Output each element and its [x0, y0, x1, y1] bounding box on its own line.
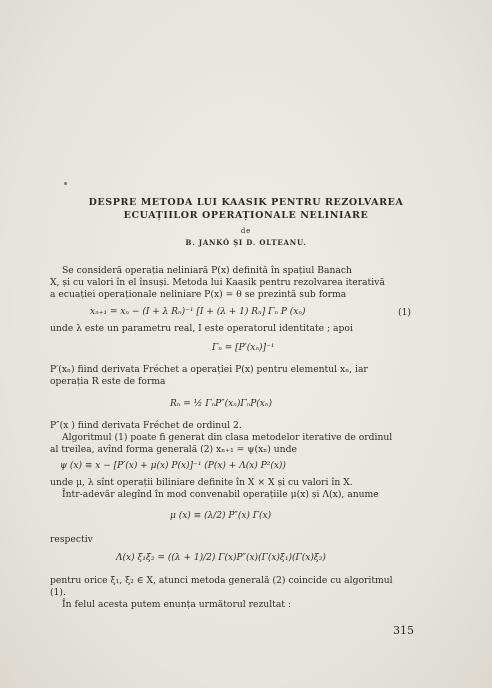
- authors: B. JANKÓ ȘI D. OLTEANU.: [185, 238, 307, 247]
- paragraph-5-line-1: Algoritmul (1) poate fi generat din clasa metodelor iterative de ordinul: [62, 432, 393, 443]
- paragraph-2-line-1: unde λ este un parametru real, I este operatorul identitate ; apoi: [50, 323, 353, 334]
- paragraph-9-line-1: În felul acesta putem enunța următorul rezultat :: [62, 599, 292, 610]
- paragraph-7-line-1: Într-adevăr alegînd în mod convenabil operațiile μ(x) și Λ(x), anume: [62, 489, 379, 500]
- paper-title-line-1: DESPRE METODA LUI KAASIK PENTRU REZOLVAREA: [88, 197, 404, 208]
- paragraph-3-line-1: P′(xₙ) fiind derivata Fréchet a operației P(x) pentru elementul xₙ, iar: [50, 364, 368, 375]
- equation-4: ψ (x) ≡ x − [P′(x) + μ(x) P(x)]⁻¹ (P(x) + Λ(x) P²(x)): [60, 461, 286, 471]
- paragraph-4-line-1: P″(x ) fiind derivata Fréchet de ordinul 2.: [50, 420, 242, 431]
- equation-1-number: (1): [398, 307, 412, 318]
- equation-2: Γₙ = [P′(xₙ)]⁻¹: [212, 343, 275, 353]
- paragraph-5-line-2: al treilea, avînd forma generală (2) xₙ₊₁ = ψ(xₙ) unde: [50, 444, 297, 455]
- equation-5: μ (x) ≡ (λ/2) P″(x) Γ(x): [170, 511, 272, 521]
- respectiv-word: respectiv: [50, 534, 93, 545]
- page-number: 315: [393, 624, 414, 637]
- paragraph-8-line-2: (1).: [50, 587, 66, 598]
- equation-3: Rₙ = ½ ΓₙP″(xₙ)ΓₙP(xₙ): [170, 399, 273, 409]
- paragraph-1-line-1: Se consideră operația neliniară P(x) definită în spațiul Banach: [62, 265, 352, 276]
- byline-de: de: [240, 227, 252, 235]
- equation-6: Λ(x) ξ₁ξ₂ = ((λ + 1)/2) Γ(x)P″(x)(Γ(x)ξ₁)(Γ(x)ξ₂): [116, 553, 326, 563]
- paragraph-6-line-1: unde μ, λ sînt operații biliniare definite în X × X și cu valori în X.: [50, 477, 353, 488]
- paragraph-1-line-2: X, și cu valori în el însuși. Metoda lui Kaasik pentru rezolvarea iterativă: [50, 277, 385, 288]
- equation-1: xₙ₊₁ = xₙ − (I + λ Rₙ)⁻¹ [I + (λ + 1) Rₙ] Γₙ P (xₙ): [90, 307, 306, 317]
- paragraph-3-line-2: operația R este de forma: [50, 376, 166, 387]
- ink-dot-mark: [64, 182, 67, 185]
- paper-title-line-2: ECUAȚIILOR OPERAȚIONALE NELINIARE: [123, 210, 369, 221]
- paragraph-8-line-1: pentru orice ξ₁, ξ₂ ∈ X, atunci metoda generală (2) coincide cu algoritmul: [50, 575, 393, 586]
- paragraph-1-line-3: a ecuației operaționale neliniare P(x) = θ se prezintă sub forma: [50, 289, 347, 300]
